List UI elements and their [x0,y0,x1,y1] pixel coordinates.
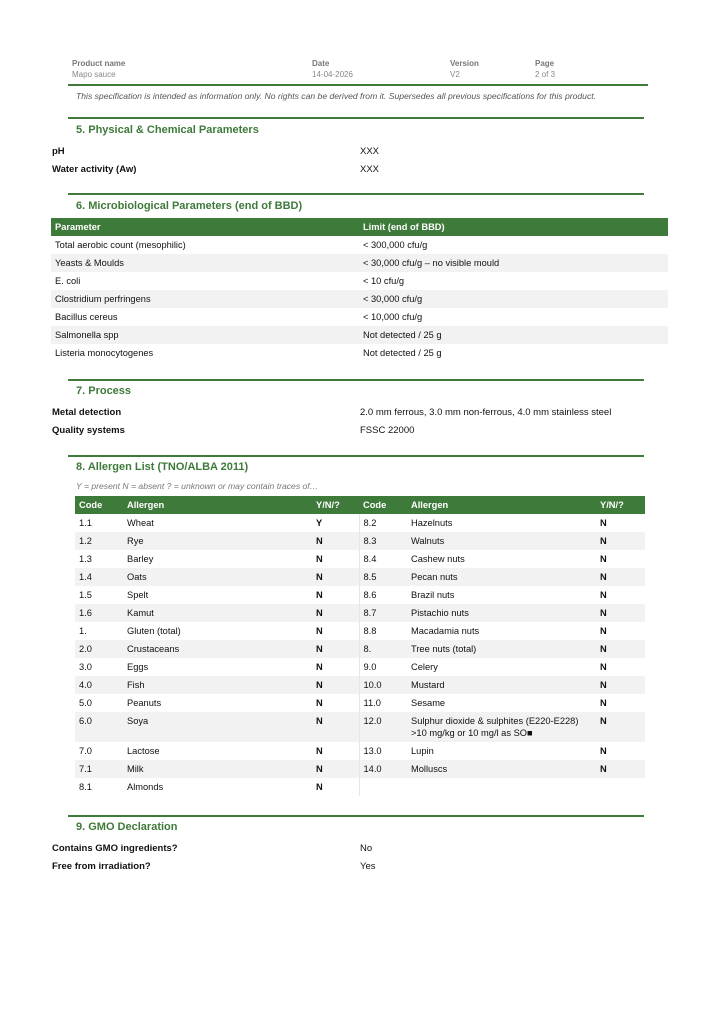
limit-cell: < 300,000 cfu/g [363,240,428,250]
section-7-divider [68,379,644,381]
section-6-title: 6. Microbiological Parameters (end of BBD) [76,200,303,212]
code-cell: 8.8 [359,622,407,640]
table-row [51,308,668,326]
yn-cell: N [316,554,323,564]
ph-label: pH [52,146,65,157]
column-header: Parameter [51,218,359,236]
code-cell: 8.7 [359,604,407,622]
yn-cell: N [600,626,607,636]
table-row [51,290,668,308]
yn-cell: N [596,568,645,586]
allergen-cell: Fish [123,676,312,694]
parameter-cell: Total aerobic count (mesophilic) [55,240,186,250]
yn-cell: N [312,676,359,694]
code-cell: 8.6 [359,586,407,604]
yn-cell: N [596,712,645,742]
allergen-cell: Oats [123,568,312,586]
yn-cell: N [600,518,607,528]
table-row [75,532,645,550]
table-row [75,550,645,568]
allergen-cell: Sulphur dioxide & sulphites (E220-E228) >10 mg/kg or 10 mg/l as SO■ [407,712,596,742]
version-label: Version [450,59,479,68]
table-row [75,760,645,778]
gmo-value: No [360,843,373,854]
yn-cell: N [600,590,607,600]
allergen-cell: Lupin [411,746,434,756]
table-row [75,658,645,676]
column-header: Limit (end of BBD) [359,218,668,236]
yn-cell: N [316,782,323,792]
table-header-row [75,496,645,514]
allergen-cell: Walnuts [407,532,596,550]
table-row [75,694,645,712]
code-cell: 7.0 [79,746,92,756]
table-row [75,676,645,694]
microbiological-table [51,218,668,362]
limit-cell: < 30,000 cfu/g – no visible mould [359,254,668,272]
product-name-value: Mapo sauce [72,70,116,79]
yn-cell: N [596,604,645,622]
code-cell: 10.0 [359,676,407,694]
limit-cell: < 30,000 cfu/g [359,290,668,308]
ph-value: XXX [360,146,380,157]
date-value: 14-04-2026 [312,70,353,79]
allergen-cell: Pistachio nuts [407,604,596,622]
table-row [75,604,645,622]
quality-systems-label: Quality systems [52,425,125,436]
water-activity-value: XXX [360,164,380,175]
version-block [450,58,479,80]
yn-cell: N [312,568,359,586]
allergen-cell: Soya [123,712,312,742]
table-row [75,712,645,742]
code-cell: 8.2 [359,514,407,532]
column-header: Code [359,496,407,514]
allergen-cell: Rye [123,532,312,550]
code-cell: 13.0 [359,742,407,760]
allergen-cell: Eggs [127,662,149,672]
allergen-cell: Pecan nuts [407,568,596,586]
code-cell: 8.1 [79,782,92,792]
yn-cell [596,778,645,796]
code-cell: 1.6 [75,604,123,622]
page-block [535,58,555,80]
yn-cell: N [312,532,359,550]
metal-detection-label: Metal detection [52,407,122,418]
parameter-cell: Listeria monocytogenes [55,348,154,358]
water-activity-label: Water activity (Aw) [52,164,137,175]
yn-cell: N [316,626,323,636]
yn-cell: N [316,698,323,708]
allergen-table [75,496,645,796]
table-header-row [51,218,668,236]
allergen-cell: Cashew nuts [411,554,465,564]
limit-cell: < 10 cfu/g [363,276,405,286]
date-label: Date [312,59,330,68]
yn-cell: N [600,698,607,708]
table-row [75,640,645,658]
yn-cell: N [316,662,323,672]
parameter-cell: Bacillus cereus [55,312,118,322]
parameter-cell: Salmonella spp [51,326,359,344]
allergen-cell: Celery [411,662,438,672]
allergen-cell: Gluten (total) [127,626,181,636]
allergen-cell: Crustaceans [123,640,312,658]
yn-cell: N [596,676,645,694]
irradiation-value: Yes [360,861,376,872]
date-block [312,58,353,80]
code-cell: 1.2 [75,532,123,550]
table-row [75,586,645,604]
yn-cell: N [316,590,323,600]
quality-systems-value: FSSC 22000 [360,425,415,436]
section-8-title: 8. Allergen List (TNO/ALBA 2011) [76,461,249,473]
version-value: V2 [450,70,460,79]
allergen-cell: Molluscs [407,760,596,778]
code-cell: 6.0 [75,712,123,742]
parameter-cell: Yeasts & Moulds [51,254,359,272]
allergen-cell: Spelt [127,590,149,600]
yn-cell: Y [316,518,323,528]
section-5-title: 5. Physical & Chemical Parameters [76,124,259,136]
allergen-cell: Brazil nuts [411,590,455,600]
metal-detection-value: 2.0 mm ferrous, 3.0 mm non-ferrous, 4.0 mm stainless steel [360,407,612,418]
page-label: Page [535,59,555,68]
yn-cell: N [312,604,359,622]
section-5-divider [68,117,644,119]
allergen-cell: Peanuts [127,698,162,708]
code-cell: 1.4 [75,568,123,586]
code-cell: 1.5 [79,590,92,600]
code-cell: 4.0 [75,676,123,694]
page-value: 2 of 3 [535,70,556,79]
code-cell: 1.3 [79,554,92,564]
allergen-cell: Barley [127,554,154,564]
allergen-cell: Wheat [127,518,154,528]
yn-cell: N [596,760,645,778]
yn-cell: N [312,712,359,742]
gmo-label: Contains GMO ingredients? [52,843,178,854]
parameter-cell: Clostridium perfringens [51,290,359,308]
code-cell: 14.0 [359,760,407,778]
allergen-cell: Lactose [127,746,160,756]
disclaimer: This specification is intended as information only. No rights can be derived from it. Supersedes all previous specifications for this product. [76,91,597,101]
column-header: Allergen [407,496,596,514]
allergen-cell: Macadamia nuts [411,626,480,636]
allergen-cell: Mustard [407,676,596,694]
allergen-cell: Kamut [123,604,312,622]
code-cell: 5.0 [79,698,92,708]
code-cell: 8.3 [359,532,407,550]
table-row [51,236,668,254]
code-cell: 11.0 [359,694,407,712]
allergen-cell: Tree nuts (total) [407,640,596,658]
code-cell: 2.0 [75,640,123,658]
yn-cell: N [600,746,607,756]
code-cell: 8.5 [359,568,407,586]
table-row [51,254,668,272]
table-row [51,326,668,344]
allergen-cell: Almonds [127,782,164,792]
column-header: Code [75,496,123,514]
yn-cell: N [596,532,645,550]
limit-cell: < 10,000 cfu/g [363,312,423,322]
column-header: Y/N/? [596,496,645,514]
column-header: Y/N/? [312,496,359,514]
section-9-title: 9. GMO Declaration [76,821,178,833]
column-header: Allergen [123,496,312,514]
code-cell: 8.4 [359,550,407,568]
yn-cell: N [312,640,359,658]
yn-cell: N [316,746,323,756]
allergen-cell: Sesame [411,698,446,708]
code-cell: 1.1 [79,518,92,528]
table-row [75,742,645,760]
table-row [51,272,668,290]
yn-cell: N [312,760,359,778]
allergen-cell: Hazelnuts [411,518,453,528]
table-row [75,622,645,640]
table-row [51,344,668,362]
yn-cell: N [596,640,645,658]
product-name-label: Product name [72,59,126,68]
code-cell: 7.1 [75,760,123,778]
code-cell: 3.0 [79,662,92,672]
section-8-divider [68,455,644,457]
limit-cell: Not detected / 25 g [359,326,668,344]
code-cell: 8. [359,640,407,658]
code-cell: 12.0 [359,712,407,742]
table-row [75,514,645,532]
allergen-cell: Milk [123,760,312,778]
yn-cell: N [600,554,607,564]
section-7-title: 7. Process [76,385,132,397]
product-name-block [72,58,125,80]
allergen-legend-note: Y = present N = absent ? = unknown or may contain traces of… [76,481,319,491]
header-divider [68,84,648,86]
limit-cell: Not detected / 25 g [363,348,442,358]
allergen-cell [407,778,596,796]
yn-cell: N [600,662,607,672]
code-cell: 1. [79,626,87,636]
table-row [75,778,645,796]
parameter-cell: E. coli [55,276,81,286]
code-cell: 9.0 [359,658,407,676]
table-row [75,568,645,586]
section-9-divider [68,815,644,817]
section-6-divider [68,193,644,195]
code-cell [359,778,407,796]
irradiation-label: Free from irradiation? [52,861,151,872]
